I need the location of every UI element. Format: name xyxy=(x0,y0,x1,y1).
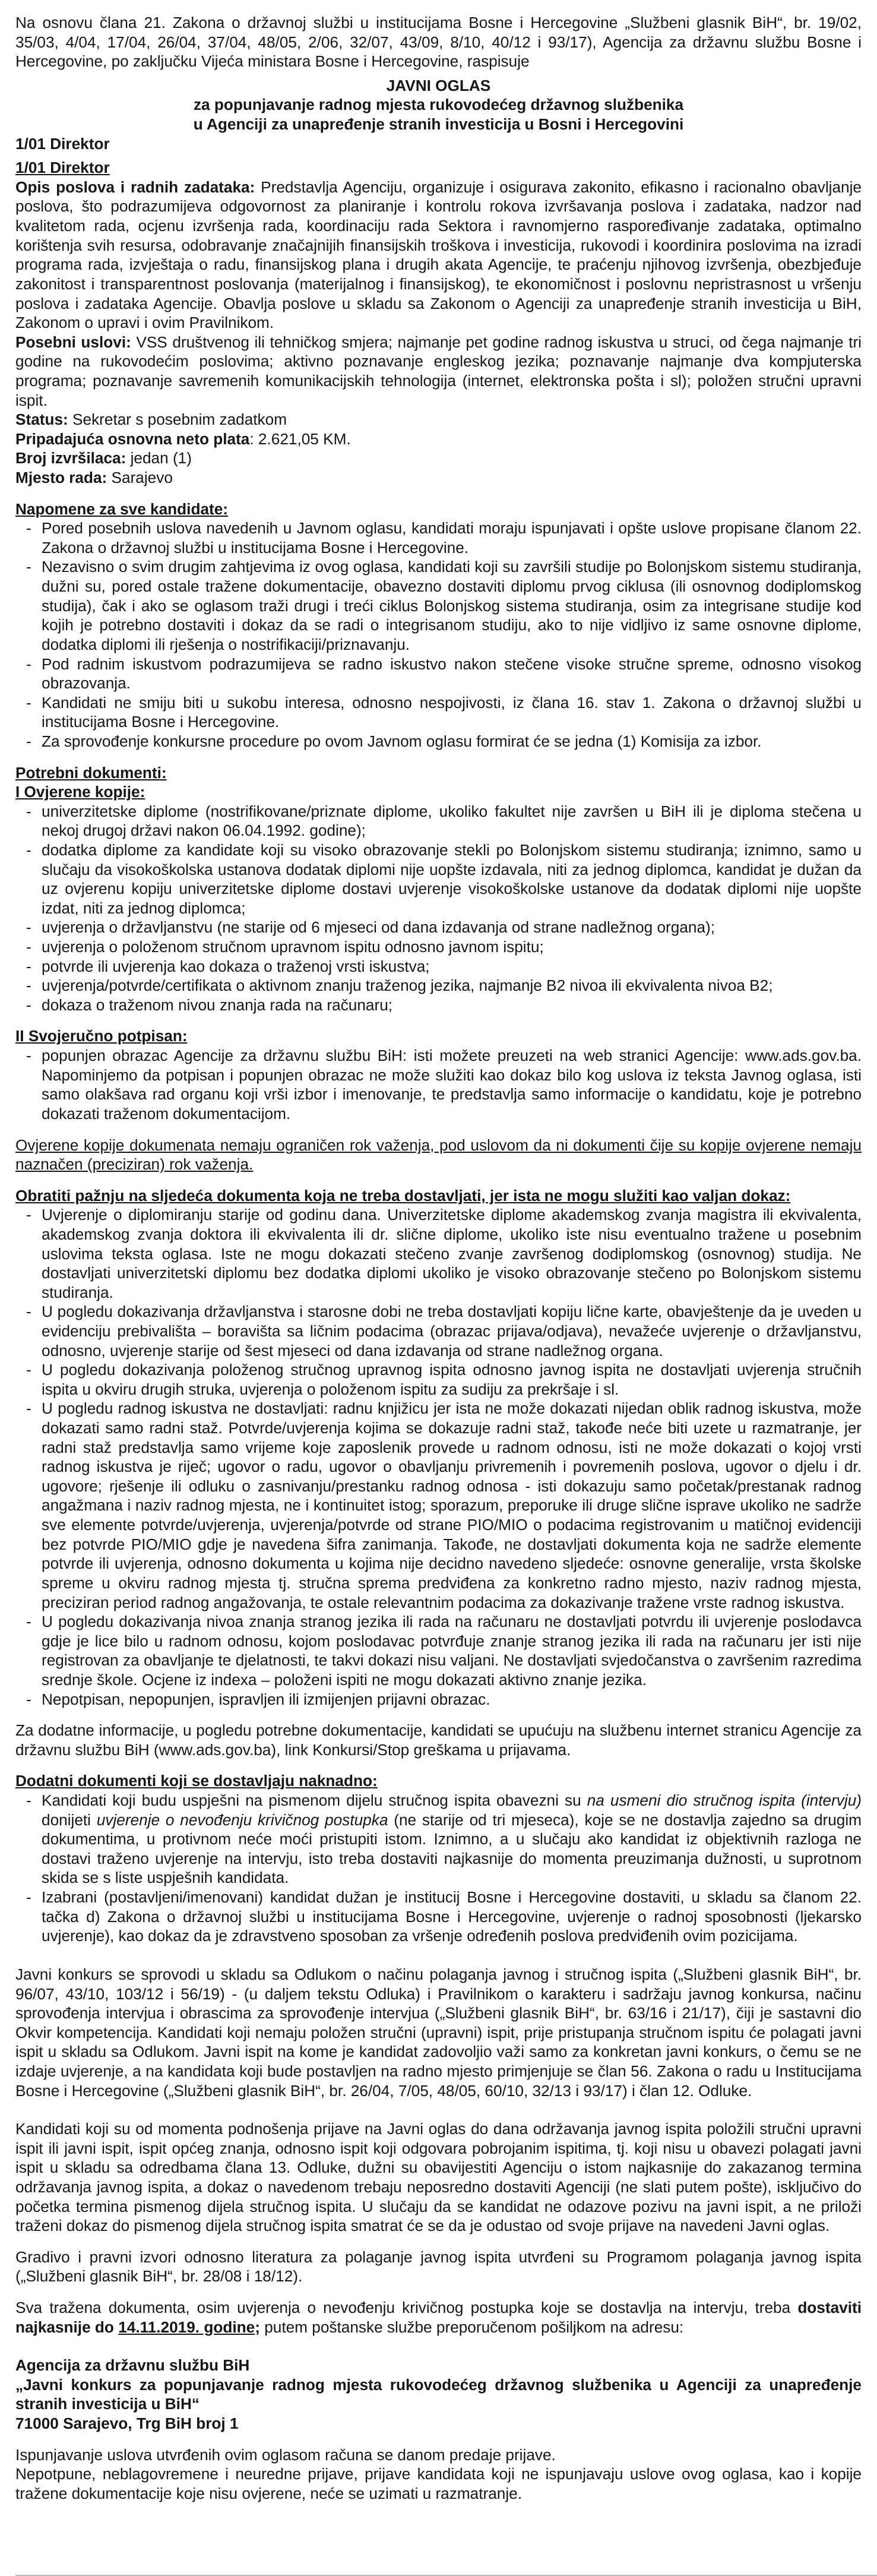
additional-info-paragraph: Za dodatne informacije, u pogledu potrebne dokumentacije, kandidati se upućuju na službenu internet stranicu Agencije za državnu službu BiH (www.ads.gov.ba), link Konkursi/Stop greškama u prijavama. xyxy=(15,1721,862,1759)
additional-document-text: (ne starije od tri mjeseca), koje se ne dostavlja zajedno sa drugim dokumentima, u protivnom neće moći pristupiti istom. Iznimno, a u slučaju ako kandidat iz objektivnih razloga ne dostavi traženo uvjerenje na intervju, isto treba dostaviti najkasnije do momenta preuzimanja dužnosti, u suprotnom skida se s liste uspješnih kandidata. xyxy=(42,1810,862,1887)
certified-copies-list xyxy=(15,802,862,1015)
document-item: - uvjerenja o položenom stručnom upravnom ispitu odnosno javnom ispitu; xyxy=(15,937,862,957)
title-line-3: u Agenciji za unapređenje stranih investicija u Bosni i Hercegovini xyxy=(193,115,684,134)
title-line-2: za popunjavanje radnog mjesta rukovodećeg državnog službenika xyxy=(193,96,684,114)
additional-document-emphasis: uvjerenje o nevođenju krivičnog postupka xyxy=(96,1810,388,1829)
additional-document-item xyxy=(15,1791,862,1888)
document-item: - uvjerenja/potvrde/certifikata o aktivnom znanju traženog jezika, najmanje B2 nivoa ili ekvivalenta nivoa B2; xyxy=(15,976,862,995)
invalid-document-item: - Uvjerenje o diplomiranju starije od godinu dana. Univerzitetske diplome akademskog zvanja magistra ili ekvivalenta, akademskog zvanja doktora ili ekvivalenta ili dr. slične diplome, ukoliko iste nisu eventualno tražene u posebnim uslovima teksta oglasa. Iste ne mogu dokazati stečeno zvanje završenog dodiplomskog (osnovnog) studija. Ne dostavljati univerzitetski diplomu bez dodatka diplomi ukoliko je visoko obrazovanje stečeno po Bolonjskom sistemu studiranja. xyxy=(15,1205,862,1302)
work-location-value: Sarajevo xyxy=(107,469,173,487)
notes-list xyxy=(15,519,862,751)
invalid-document-item: - U pogledu dokazivanja nivoa znanja stranog jezika ili rada na računaru ne dostavljati potvrdu ili uvjerenje poslodavca gdje je lice bilo u radnom odnosu, kojom poslodavac potvrđuje znanje stranog jezika ili rada na računaru jer isti nije registrovan za obavljanje te djelatnosti, te takvi dokazi nisu valjani. Ne dostavljati svjedočanstva o završenim razredima srednje škole. Ocjene iz indexa – položeni ispiti ne mogu dokazati aktivno znanje jezika. xyxy=(15,1612,862,1689)
positions-count-line xyxy=(15,448,862,468)
salary-line xyxy=(15,429,862,449)
public-competition-paragraph: Javni konkurs se sprovodi u skladu sa Odlukom o načinu polaganja javnog i stručnog ispita („Službeni glasnik BiH“, br. 96/07, 43/10, 103/12 i 56/19) - (u daljem tekstu Odluka) i Pravilnikom o karakteru i sadržaju javnog konkursa, načinu sprovođenja intervjua i obrascima za sprovođenje intervjua („Službeni glasnik BiH“, br. 63/16 i 21/17), čiji je sastavni dio Okvir kompetencija. Kandidati koji nemaju položen stručni (upravni) ispit, prije pristupanja stručnom ispitu će polagati javni ispit u skladu sa Odlukom. Javni ispit na kome je kandidat zadovoljio važi samo za konkretan javni konkurs, o čemu se ne izdaje uvjerenje, a na kandidata koji bude postavljen na radno mjesto primjenjuje se član 56. Zakona o radu u Institucijama Bosne i Hercegovine („Službeni glasnik BiH“, br. 26/04, 7/05, 48/05, 60/10, 32/13 i 93/17) i član 12. Odluke. xyxy=(15,1965,862,2100)
document-item: - dokaza o traženom nivou znanja rada na računaru; xyxy=(15,995,862,1015)
document-item: - univerzitetske diplome (nostrifikovane/priznate diplome, ukoliko fakultet nije završen u BiH ili je diploma stečena u nekoj drugoj državi nakon 06.04.1992. godine); xyxy=(15,802,862,840)
document-item: - dodatka diplome za kandidate koji su visoko obrazovanje stekli po Bolonjskom sistemu studiranja; iznimno, samo u slučaju da visokoškolska ustanova dodatak diplomi nije uopšte izdavala, niti za jednog diplomca, kandidat je dužan da uz ovjerenu kopiju univerzitetske diplome dostavi uvjerenje visokoškolske ustanove da dodatak diplomi nije uopšte izdat, niti za jednog diplomca; xyxy=(15,840,862,918)
additional-document-text: donijeti xyxy=(42,1810,97,1829)
special-requirements-text: VSS društvenog ili tehničkog smjera; najmanje pet godine radnog iskustva u struci, od čega najmanje tri godine na rukovodećim poslovima; aktivno poznavanje engleskog jezika; poznavanje najmanje dva kompjuterska programa; poznavanje savremenih komunikacijskih tehnologija (internet, elektronska pošta i sl); položen stručni upravni ispit. xyxy=(15,333,862,409)
work-location-label: Mjesto rada: xyxy=(15,469,107,487)
notes-item: - Nezavisno o svim drugim zahtjevima iz ovog oglasa, kandidati koji su završili studije po Bolonjskom sistemu studiranja, dužni su, pored ostale tražene dokumentacije, obavezno dostaviti diplomu prvog ciklusa (ili osnovnog dodiplomskog studija), čak i ako se oglasom traži drugi i treći ciklus Bolonjskog sistema studiranja, osim za integrisane studije kod kojih je potrebno dostaviti i dokaz da se radi o integrisanom studiju, ako to nije vidljivo iz same osnovne diplome, dodatka diplomi ili rješenja o nostrifikaciji/priznavanju. xyxy=(15,557,862,654)
invalid-document-item: - U pogledu radnog iskustva ne dostavljati: radnu knjižicu jer ista ne može dokazati nijedan oblik radnog iskustva, može dokazati samo radni staž. Potvrde/uvjerenja kojima se dokazuje radni staž, takođe neće biti uzete u razmatranje, jer radni staž predstavlja samo vrijeme koje zaposlenik provede u radnom odnosu, isti ne može dokazati o kojoj vrsti radnog iskustva je riječ; ugovor o radu, ugovor o obavljanju privremenih i povremenih poslova, ugovor o djelu i dr. ugovore; rješenje ili odluku o zasnivanju/prestanku radnog odnosa - isti dokazuju samo početak/prestanak radnog angažmana i naziv radnog mjesta, ne i kontinuitet istog; sporazum, preporuke ili druge slične isprave ukoliko ne sadrže sve elemente potvrde/uvjerenja, uvjerenja/potvrde od strane PIO/MIO o podacima registrovanim u matičnoj evidenciji bez potvrde PIO/MIO gdje je navedena šifra zanimanja. Takođe, ne dostavljati dokumenta koja ne sadrže elemente potvrde ili uvjerenja, odnosno dokumenta u kojima nije decidno navedeno sljedeće: osnovne generalije, vrsta školske spreme u okviru radnog mjesta tj. stručna sprema predviđena za konkretno radno mjesto, naziv radnog mjesta, preciziran period radnog angažovanja, te ostale relevantnim podacima za dokazivanje tražene vrste radnog iskustva. xyxy=(15,1399,862,1612)
position-heading-underlined: 1/01 Direktor xyxy=(15,159,110,177)
title-line-1: JAVNI OGLAS xyxy=(386,76,491,94)
notes-heading: Napomene za sve kandidate: xyxy=(15,500,229,518)
invalid-document-item: - U pogledu dokazivanja državljanstva i starosne dobi ne treba dostavljati kopiju lične karte, obavještenje da je uveden u evidenciju prebivališta – boravišta sa ličnim podacima (obrazac prijava/odjava), nevažeće uvjerenje o državljanstvu, odnosno, uvjerenje starije od šest mjeseci od dana izdavanja od strane nadležnog organa. xyxy=(15,1302,862,1360)
status-line xyxy=(15,410,862,429)
signed-form-item: - popunjen obrazac Agencije za državnu službu BiH: isti možete preuzeti na web stranici Agencije: www.ads.gov.ba. Napominjemo da potpisan i popunjen obrazac ne može služiti kao dokaz bilo kog uslova iz teksta Javnog oglasa, isti samo olakšava rad organu koji vrši izbor i imenovanje, te predstavlja samo informacije o kandidatu, koje je potrebno dokazati traženom dokumentacijom. xyxy=(15,1046,862,1123)
notes-item: - Pored posebnih uslova navedenih u Javnom oglasu, kandidati moraju ispunjavati i opšte uslove propisane članom 22. Zakona o državnoj službi u institucijama Bosne i Hercegovine. xyxy=(15,519,862,557)
salary-label: Pripadajuća osnovna neto plata xyxy=(15,429,250,448)
address-line-3: 71000 Sarajevo, Trg BiH broj 1 xyxy=(15,2414,239,2433)
address-line-1: Agencija za državnu službu BiH xyxy=(15,2356,250,2375)
certified-copies-heading: I Ovjerene kopije: xyxy=(15,783,145,801)
invalid-document-item: - Nepotpisan, nepopunjen, ispravljen ili izmijenjen prijavni obrazac. xyxy=(15,1690,862,1709)
deadline-paragraph xyxy=(15,2298,862,2337)
document-item: - potvrde ili uvjerenja kao dokaza o traženoj vrsti iskustva; xyxy=(15,957,862,976)
deadline-emphasis: ; xyxy=(255,2318,260,2336)
final-note-2: Nepotpune, neblagovremene i neuredne prijave, prijave kandidata koji ne ispunjavaju uslove ovog oglasa, kao i kopije tražene dokumentacije koje nisu ovjerene, neće se uzimati u razmatranje. xyxy=(15,2465,862,2502)
job-description-label: Opis poslova i radnih zadataka: xyxy=(15,178,255,196)
invalid-document-item: - U pogledu dokazivanja položenog stručnog upravnog ispita odnosno javnog ispita ne dostavljati uvjerenja stručnih ispita u okviru drugih struka, uvjerenja o položenom ispitu za sudiju za prekršaje i sl. xyxy=(15,1360,862,1399)
certified-copies-validity-note: Ovjerene kopije dokumenata nemaju ograničen rok važenja, pod uslovom da ni dokumenti čije su kopije ovjerene nemaju naznačen (preciziran) rok važenja. xyxy=(15,1136,862,1174)
mailing-address xyxy=(15,2356,862,2433)
work-location-line xyxy=(15,468,862,488)
signed-form-heading: II Svojeručno potpisan: xyxy=(15,1027,188,1045)
address-line-2: „Javni konkurs za popunjavanje radnog mjesta rukovodećeg državnog službenika u Agenciji za unapređenje stranih investicija u BiH“ xyxy=(15,2375,862,2413)
notes-item: - Kandidati ne smiju biti u sukobu interesa, odnosno nespojivosti, iz člana 16. stav 1. Zakona o državnoj službi u institucijama Bosne i Hercegovine. xyxy=(15,693,862,732)
positions-count-value: jedan (1) xyxy=(126,449,192,467)
job-description xyxy=(15,178,862,333)
announcement-title xyxy=(15,76,862,134)
positions-count-label: Broj izvršilaca: xyxy=(15,449,126,467)
document-item: - uvjerenja o državljanstvu (ne starije od 6 mjeseci od dana izdavanja od strane nadležnog organa); xyxy=(15,918,862,937)
salary-value: : 2.621,05 KM. xyxy=(249,429,351,448)
deadline-emphasis: dostaviti najkasnije do xyxy=(15,2299,862,2336)
passed-exam-candidates-paragraph: Kandidati koji su od momenta podnošenja prijave na Javni oglas do dana održavanja javnog ispita položili stručni upravni ispit ili javni ispit, ispit općeg znanja, odnosno ispit koji odgovara pobrojanim ispitima, tj. koji nisu u obavezi polagati javni ispit u skladu sa odredbama člana 13. Odluke, dužni su obavijestiti Agenciju o istom najkasnije do zakazanog termina održavanja javnog ispita, a dokaz o navedenom trebaju neposredno dostaviti Agenciji (ne slati putem pošte), isključivo do početka termina pismenog dijela stručnog ispita. U slučaju da se kandidat ne odazove pozivu na javni ispit, a ne priloži traženi dokaz do pismenog dijela stručnog ispita smatrat će se da je odustao od svoje prijave na navedeni Javni oglas. xyxy=(15,2120,862,2235)
deadline-text: Sva tražena dokumenta, osim uvjerenja o nevođenju krivičnog postupka koje se dostavlja na intervju, treba xyxy=(15,2299,798,2317)
final-note-1: Ispunjavanje uslova utvrđenih ovim oglasom računa se danom predaje prijave. xyxy=(15,2445,556,2464)
additional-document-item: - Izabrani (postavljeni/imenovani) kandidat dužan je institucij Bosne i Hercegovine dostaviti, u skladu sa članom 22. tačka d) Zakona o državnoj službi u institucijama Bosne i Hercegovine, uvjerenje o radnoj sposobnosti (ljekarsko uvjerenje), kao dokaz da je zdravstveno sposoban za vršenje određenih poslova predviđenih ovim pozicijama. xyxy=(15,1888,862,1946)
notes-item: - Pod radnim iskustvom podrazumijeva se radno iskustvo nakon stečene visoke stručne spreme, odnosno visokog obrazovanja. xyxy=(15,655,862,693)
additional-documents-heading: Dodatni dokumenti koji se dostavljaju naknadno: xyxy=(15,1772,378,1790)
special-requirements-label: Posebni uslovi: xyxy=(15,333,131,351)
intro-paragraph: Na osnovu člana 21. Zakona o državnoj službi u institucijama Bosne i Hercegovine „Službeni glasnik BiH“, br. 19/02, 35/03, 4/04, 17/04, 26/04, 37/04, 48/05, 2/06, 32/07, 43/09, 8/10, 40/12 i 93/17), Agencija za državnu službu Bosne i Hercegovine, po zaključku Vijeća ministara Bosne i Hercegovine, raspisuje xyxy=(15,14,862,71)
additional-document-text: Kandidati koji budu uspješni na pismenom dijelu stručnog ispita obavezni su xyxy=(42,1791,587,1810)
invalid-documents-list xyxy=(15,1205,862,1709)
signed-form-list xyxy=(15,1046,862,1123)
status-value: Sekretar s posebnim zadatkom xyxy=(68,410,287,429)
position-heading: 1/01 Direktor xyxy=(15,134,110,153)
exam-literature-paragraph: Gradivo i pravni izvori odnosno literatura za polaganje javnog ispita utvrđeni su Programom polaganja javnog ispita („Službeni glasnik BiH“, br. 28/08 i 18/12). xyxy=(15,2248,862,2286)
notes-item: - Za sprovođenje konkursne procedure po ovom Javnom oglasu formirat će se jedna (1) Komisija za izbor. xyxy=(15,732,862,751)
status-label: Status: xyxy=(15,410,68,429)
additional-documents-list xyxy=(15,1791,862,1946)
invalid-documents-heading: Obratiti pažnju na sljedeća dokumenta koja ne treba dostavljati, jer ista ne mogu služiti kao valjan dokaz: xyxy=(15,1186,791,1205)
special-requirements xyxy=(15,333,862,410)
documents-heading: Potrebni dokumenti: xyxy=(15,763,167,782)
job-description-text: Predstavlja Agenciju, organizuje i osigurava zakonito, efikasno i racionalno obavljanje poslova, što podrazumijeva odgovornost za planiranje i kontrolu rokova izvršavanja poslova i zadataka, nadzor nad kvalitetom rada, ocjenu izvršenja rada, koordinaciju rada Sektora i ravnomjerno raspoređivanje zadataka, optimalno korištenja svih resursa, odobravanje značajnijih finansijskih troškova i investicija, rukovodi i koordinira poslovima na izradi programa rada, izvještaja o radu, finansijskog plana i drugih akata Agencije, te praćenju njihovog izvršenja, obezbjeđuje zakonitost i transparentnost poslovanja (materijalnog i finansijskog), te ekonomičnost i poslovnu nepristrasnost u vršenju poslova i zadataka Agencije. Obavlja poslove u skladu sa Zakonom o Agenciji za unapređenje stranih investicija u BiH, Zakonom o upravi i ovim Pravilnikom. xyxy=(15,178,862,332)
deadline-date: 14.11.2019. godine xyxy=(118,2318,255,2336)
deadline-text: putem poštanske službe preporučenom pošiljkom na adresu: xyxy=(259,2318,684,2336)
additional-document-emphasis: na usmeni dio stručnog ispita (intervju) xyxy=(587,1791,862,1810)
